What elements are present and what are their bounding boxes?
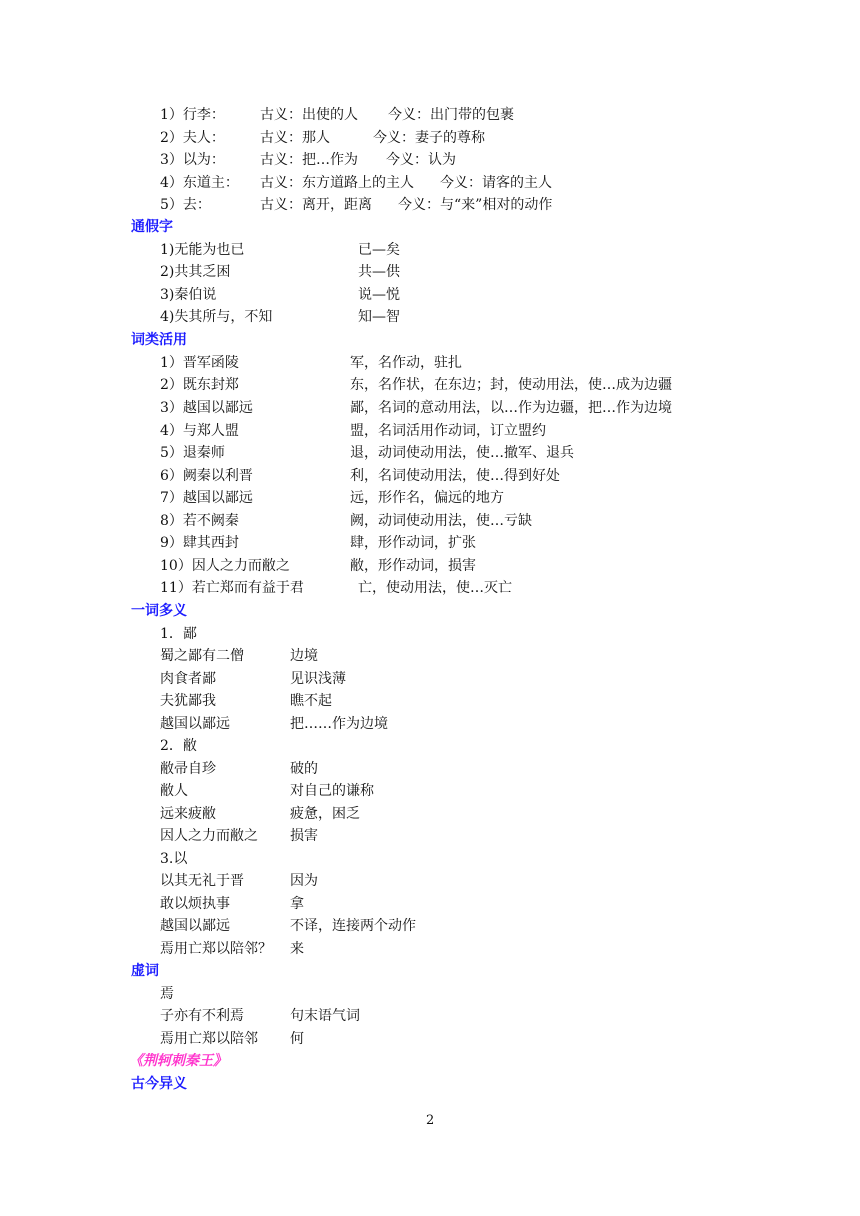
duoyi-subhead: 2．敝 [160, 738, 197, 754]
section-heading-duoyi: 一词多义 [131, 603, 187, 619]
duoyi-subhead: 3.以 [160, 851, 188, 867]
xuci-meaning: 句末语气词 [290, 1008, 360, 1024]
gujin-term: 3）以为： [160, 152, 225, 168]
cilei-phrase: 11）若亡郑而有益于君 [160, 580, 304, 596]
cilei-note: 敝，形作动词，损害 [350, 558, 476, 574]
cilei-note: 利，名词使动用法，使…得到好处 [350, 468, 560, 484]
page-number: 2 [426, 1113, 435, 1128]
duoyi-meaning: 对自己的谦称 [290, 783, 374, 799]
cilei-phrase: 3）越国以鄙远 [160, 400, 253, 416]
section-heading-gujin: 古今异义 [131, 1076, 187, 1092]
cilei-note: 亡，使动用法，使…灭亡 [358, 580, 512, 596]
section-heading-cilei: 词类活用 [131, 332, 187, 348]
section-heading-xuci: 虚词 [131, 963, 159, 979]
cilei-phrase: 8）若不阙秦 [160, 513, 239, 529]
tongjia-note: 说—悦 [358, 287, 400, 303]
cilei-phrase: 2）既东封郑 [160, 377, 239, 393]
cilei-note: 军，名作动，驻扎 [350, 355, 462, 371]
section-heading-jingke: 《荆轲刺秦王》 [129, 1053, 227, 1069]
cilei-note: 盟，名词活用作动词，订立盟约 [350, 423, 546, 439]
cilei-note: 东，名作状，在东边；封，使动用法，使…成为边疆 [350, 377, 672, 393]
duoyi-meaning: 把……作为边境 [290, 716, 388, 732]
gujin-ancient: 古义：那人 [260, 130, 330, 146]
duoyi-phrase: 夫犹鄙我 [160, 693, 216, 709]
duoyi-meaning: 边境 [290, 648, 318, 664]
gujin-term: 1）行李： [160, 107, 225, 123]
cilei-note: 退，动词使动用法，使…撤军、退兵 [350, 445, 574, 461]
cilei-note: 远，形作名，偏远的地方 [350, 490, 504, 506]
gujin-term: 2）夫人： [160, 130, 225, 146]
tongjia-phrase: 3)秦伯说 [160, 287, 217, 303]
duoyi-phrase: 越国以鄙远 [160, 918, 230, 934]
section-heading-tongjia: 通假字 [131, 219, 173, 235]
cilei-phrase: 6）阙秦以利晋 [160, 468, 253, 484]
duoyi-meaning: 见识浅薄 [290, 671, 346, 687]
gujin-ancient: 古义：离开，距离 [260, 197, 372, 213]
gujin-term: 5）去： [160, 197, 211, 213]
gujin-term: 4）东道主： [160, 175, 239, 191]
cilei-phrase: 5）退秦师 [160, 445, 225, 461]
cilei-note: 肆，形作动词，扩张 [350, 535, 476, 551]
gujin-modern: 今义：出门带的包裹 [388, 107, 514, 123]
tongjia-note: 共—供 [358, 264, 400, 280]
duoyi-phrase: 因人之力而敝之 [160, 828, 258, 844]
duoyi-phrase: 以其无礼于晋 [160, 873, 244, 889]
duoyi-phrase: 蜀之鄙有二僧 [160, 648, 244, 664]
tongjia-phrase: 1)无能为也已 [160, 242, 245, 258]
gujin-ancient: 古义：把…作为 [260, 152, 358, 168]
duoyi-phrase: 远来疲敝 [160, 806, 216, 822]
duoyi-phrase: 敢以烦执事 [160, 896, 230, 912]
duoyi-meaning: 拿 [290, 896, 304, 912]
xuci-subhead: 焉 [160, 986, 174, 1002]
cilei-phrase: 9）肆其西封 [160, 535, 239, 551]
tongjia-note: 知—智 [358, 309, 400, 325]
duoyi-phrase: 敝帚自珍 [160, 761, 216, 777]
xuci-phrase: 焉用亡郑以陪邻 [160, 1031, 258, 1047]
duoyi-meaning: 疲惫，困乏 [290, 806, 360, 822]
xuci-phrase: 子亦有不利焉 [160, 1008, 244, 1024]
cilei-phrase: 10）因人之力而敝之 [160, 558, 290, 574]
gujin-ancient: 古义：东方道路上的主人 [260, 175, 414, 191]
duoyi-meaning: 损害 [290, 828, 318, 844]
cilei-phrase: 7）越国以鄙远 [160, 490, 253, 506]
duoyi-meaning: 破的 [290, 761, 318, 777]
gujin-modern: 今义：请客的主人 [440, 175, 552, 191]
tongjia-phrase: 2)共其乏困 [160, 264, 231, 280]
cilei-note: 鄙，名词的意动用法，以…作为边疆，把…作为边境 [350, 400, 672, 416]
gujin-modern: 今义：认为 [386, 152, 456, 168]
duoyi-phrase: 肉食者鄙 [160, 671, 216, 687]
cilei-phrase: 4）与郑人盟 [160, 423, 239, 439]
tongjia-phrase: 4)失其所与，不知 [160, 309, 273, 325]
duoyi-phrase: 敝人 [160, 783, 188, 799]
duoyi-phrase: 越国以鄙远 [160, 716, 230, 732]
duoyi-meaning: 不译，连接两个动作 [290, 918, 416, 934]
duoyi-subhead: 1．鄙 [160, 626, 197, 642]
cilei-phrase: 1）晋军函陵 [160, 355, 239, 371]
cilei-note: 阙，动词使动用法，使…亏缺 [350, 513, 532, 529]
duoyi-meaning: 瞧不起 [290, 693, 332, 709]
duoyi-meaning: 来 [290, 941, 304, 957]
gujin-modern: 今义：妻子的尊称 [373, 130, 485, 146]
tongjia-note: 已—矣 [358, 242, 400, 258]
gujin-modern: 今义：与“来”相对的动作 [398, 197, 553, 213]
duoyi-phrase: 焉用亡郑以陪邻？ [160, 941, 272, 957]
gujin-ancient: 古义：出使的人 [260, 107, 358, 123]
duoyi-meaning: 因为 [290, 873, 318, 889]
xuci-meaning: 何 [290, 1031, 304, 1047]
